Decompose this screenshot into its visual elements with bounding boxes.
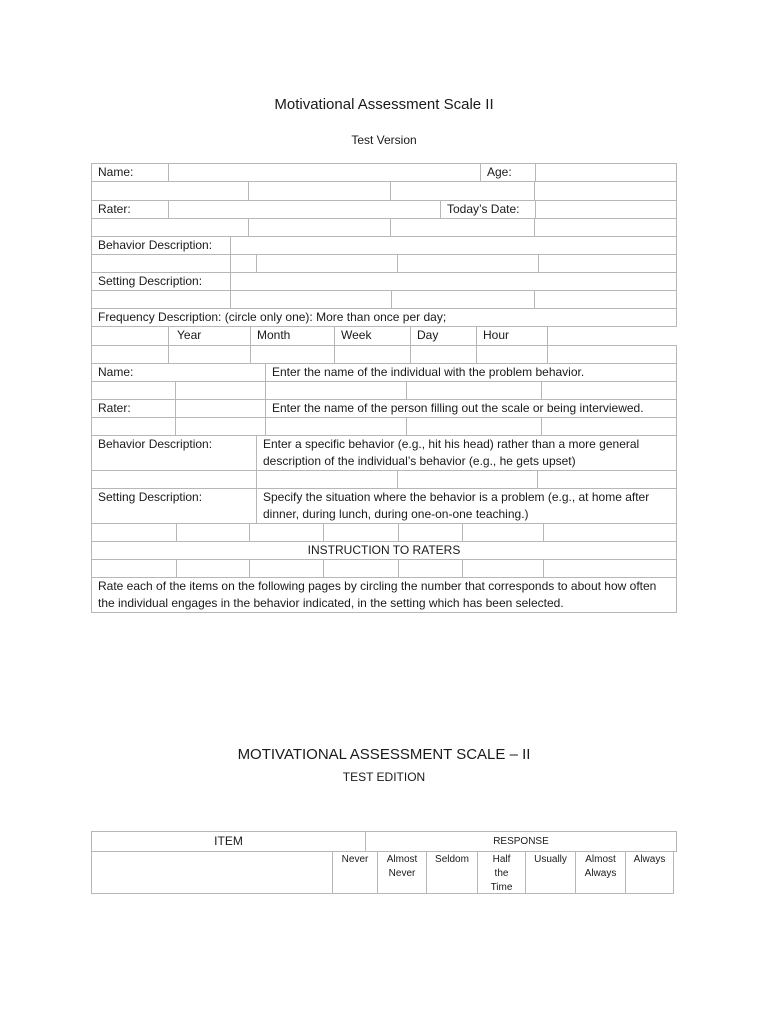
- spacer-cell: [547, 345, 677, 364]
- spacer-cell: [91, 381, 176, 400]
- spacer-cell: [538, 254, 677, 273]
- spacer-cell: [390, 218, 535, 237]
- guide-behavior-text: Enter a specific behavior (e.g., hit his head) rather than a more general description of the individual’s behavior (e.g., he gets upset): [256, 435, 677, 471]
- spacer-cell: [248, 218, 391, 237]
- spacer-cell: [543, 523, 677, 542]
- spacer-cell: [265, 417, 407, 436]
- name-label: Name:: [91, 163, 169, 182]
- spacer-cell: [265, 381, 407, 400]
- frequency-option-hour[interactable]: Hour: [476, 326, 548, 346]
- spacer-cell: [256, 254, 398, 273]
- name-field[interactable]: [168, 163, 481, 182]
- spacer-cell: [397, 470, 538, 489]
- spacer-cell: [248, 181, 391, 201]
- response-almost-never: Almost Never: [377, 851, 427, 894]
- instructions-heading: INSTRUCTION TO RATERS: [91, 541, 677, 560]
- spacer-cell: [91, 290, 231, 309]
- spacer-cell: [176, 523, 250, 542]
- spacer-cell: [541, 417, 677, 436]
- spacer-cell: [91, 345, 169, 364]
- date-field[interactable]: [535, 200, 677, 219]
- spacer-cell: [250, 345, 335, 364]
- spacer-cell: [91, 559, 177, 578]
- spacer-cell: [334, 345, 411, 364]
- spacer-cell: [534, 218, 677, 237]
- frequency-description: Frequency Description: (circle only one): More than once per day;: [91, 308, 677, 327]
- spacer-cell: [476, 345, 548, 364]
- frequency-option-week[interactable]: Week: [334, 326, 411, 346]
- item-header: ITEM: [91, 831, 366, 852]
- spacer-cell: [175, 417, 266, 436]
- date-label: Today’s Date:: [440, 200, 536, 219]
- spacer-cell: [91, 417, 176, 436]
- spacer-cell: [176, 559, 250, 578]
- spacer-cell: [249, 523, 324, 542]
- spacer-cell: [397, 254, 539, 273]
- rater-label: Rater:: [91, 200, 169, 219]
- response-always: Always: [625, 851, 674, 894]
- spacer-cell: [534, 181, 677, 201]
- frequency-option-year[interactable]: Year: [168, 326, 251, 346]
- spacer-cell: [398, 559, 463, 578]
- scale-title: MOTIVATIONAL ASSESSMENT SCALE – II: [237, 746, 531, 763]
- setting-description-field[interactable]: [230, 272, 677, 291]
- spacer-cell: [390, 181, 535, 201]
- spacer-cell: [541, 381, 677, 400]
- spacer-cell: [406, 381, 542, 400]
- instructions-text: Rate each of the items on the following pages by circling the number that corresponds to about how often the individual engages in the behavior indicated, in the setting which has been selected.: [91, 577, 677, 613]
- item-cell: [91, 851, 333, 894]
- spacer-cell: [537, 470, 677, 489]
- spacer-cell: [410, 345, 477, 364]
- guide-name-text: Enter the name of the individual with the problem behavior.: [265, 363, 677, 382]
- guide-name-label: Name:: [91, 363, 266, 382]
- spacer-cell: [534, 290, 677, 309]
- spacer-cell: [91, 523, 177, 542]
- spacer-cell: [91, 326, 169, 346]
- scale-subtitle: TEST EDITION: [342, 770, 426, 784]
- age-label: Age:: [480, 163, 536, 182]
- spacer-cell: [256, 470, 398, 489]
- response-usually: Usually: [525, 851, 576, 894]
- guide-rater-label: Rater:: [91, 399, 176, 418]
- spacer-cell: [462, 559, 544, 578]
- spacer-cell: [230, 254, 257, 273]
- spacer-cell: [323, 523, 399, 542]
- spacer-cell: [230, 290, 392, 309]
- behavior-description-field[interactable]: [230, 236, 677, 255]
- setting-description-label: Setting Description:: [91, 272, 231, 291]
- document-subtitle: Test Version: [351, 133, 417, 147]
- spacer-cell: [543, 559, 677, 578]
- guide-setting-label: Setting Description:: [91, 488, 257, 524]
- frequency-option-day[interactable]: Day: [410, 326, 477, 346]
- spacer-cell: [249, 559, 324, 578]
- behavior-description-label: Behavior Description:: [91, 236, 231, 255]
- age-field[interactable]: [535, 163, 677, 182]
- spacer-cell: [168, 345, 251, 364]
- spacer-cell: [406, 417, 542, 436]
- guide-rater-text: Enter the name of the person filling out the scale or being interviewed.: [265, 399, 677, 418]
- response-half-the-time: Half the Time: [477, 851, 526, 894]
- spacer-cell: [91, 181, 249, 201]
- response-never: Never: [332, 851, 378, 894]
- spacer-cell: [91, 470, 257, 489]
- spacer-cell: [391, 290, 535, 309]
- document-title: Motivational Assessment Scale II: [274, 96, 494, 113]
- frequency-option-month[interactable]: Month: [250, 326, 335, 346]
- spacer-cell: [323, 559, 399, 578]
- spacer-cell: [398, 523, 463, 542]
- spacer-cell: [462, 523, 544, 542]
- response-almost-always: Almost Always: [575, 851, 626, 894]
- guide-behavior-label: Behavior Description:: [91, 435, 257, 471]
- rater-field[interactable]: [168, 200, 441, 219]
- guide-setting-text: Specify the situation where the behavior is a problem (e.g., at home after dinner, during lunch, during one-on-one teaching.): [256, 488, 677, 524]
- spacer-cell: [91, 218, 249, 237]
- response-seldom: Seldom: [426, 851, 478, 894]
- response-header: RESPONSE: [365, 831, 677, 852]
- spacer-cell: [175, 381, 266, 400]
- spacer-cell: [91, 254, 231, 273]
- spacer-cell: [175, 399, 266, 418]
